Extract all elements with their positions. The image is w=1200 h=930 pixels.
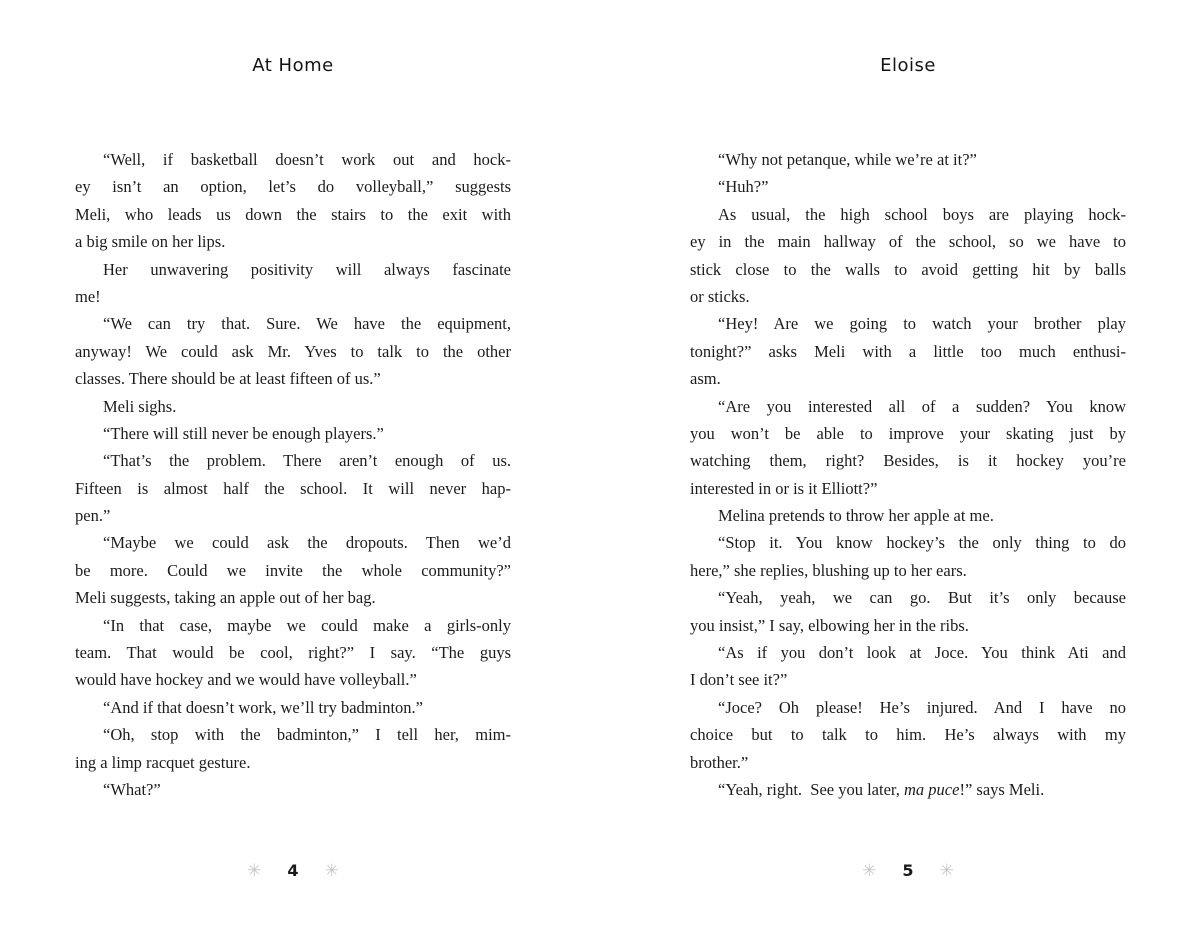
text-line: pen.” <box>75 506 111 526</box>
text-line: Melina pretends to throw her apple at me. <box>718 506 994 526</box>
text-line: me! <box>75 286 101 306</box>
page-number-left: 4 <box>287 861 299 880</box>
text-line: “In that case, maybe we could make a girls-only <box>103 615 511 635</box>
text-line: As usual, the high school boys are playing hock- <box>718 204 1126 224</box>
text-line: brother.” <box>690 752 749 772</box>
text-line: tonight?” asks Meli with a little too much enthusi- <box>690 341 1126 361</box>
text-line: “Hey! Are we going to watch your brother play <box>718 314 1126 334</box>
snowflake-icon: ✳ <box>939 860 954 881</box>
text-line: Fifteen is almost half the school. It will never hap- <box>75 478 511 498</box>
text-line: team. That would be cool, right?” I say. “The guys <box>75 643 511 663</box>
text-line: you won’t be able to improve your skating just by <box>690 423 1126 443</box>
right-page <box>690 0 1126 930</box>
text-line: Meli sighs. <box>103 396 177 416</box>
text-line: “Yeah, right. See you later, ma puce!” says Meli. <box>718 779 1045 799</box>
text-line: “Oh, stop with the badminton,” I tell her, mim- <box>103 725 511 745</box>
text-line: “And if that doesn’t work, we’ll try badminton.” <box>103 697 424 717</box>
text-line: asm. <box>690 369 721 389</box>
text-line: anyway! We could ask Mr. Yves to talk to the other <box>75 341 511 361</box>
right-page-footer <box>690 855 1126 887</box>
text-line: “Yeah, yeah, we can go. But it’s only because <box>718 588 1126 608</box>
text-line: here,” she replies, blushing up to her ears. <box>690 560 967 580</box>
text-line: “Why not petanque, while we’re at it?” <box>718 150 977 169</box>
page-number-right: 5 <box>902 861 914 880</box>
left-page-footer <box>75 855 511 887</box>
text-line: or sticks. <box>690 286 750 306</box>
text-line: “Stop it. You know hockey’s the only thing to do <box>718 533 1126 553</box>
text-line: “Joce? Oh please! He’s injured. And I have no <box>718 697 1126 717</box>
right-page-body <box>690 146 1126 803</box>
snowflake-icon: ✳ <box>324 860 339 881</box>
snowflake-icon: ✳ <box>862 860 877 881</box>
text-line: you insist,” I say, elbowing her in the ribs. <box>690 615 969 635</box>
text-line: Her unwavering positivity will always fascinate <box>103 259 511 279</box>
text-line: watching them, right? Besides, is it hockey you’re <box>690 451 1126 471</box>
snowflake-icon: ✳ <box>247 860 262 881</box>
left-page-body <box>75 146 511 803</box>
text-line: would have hockey and we would have volleyball.” <box>75 670 417 690</box>
text-line: a big smile on her lips. <box>75 232 226 252</box>
running-head-right: Eloise <box>880 55 936 76</box>
text-line: “Are you interested all of a sudden? You know <box>718 396 1126 416</box>
text-line: “Huh?” <box>718 177 769 197</box>
text-line: Meli suggests, taking an apple out of her bag. <box>75 588 376 608</box>
running-head-left: At Home <box>252 55 334 76</box>
text-line: “Well, if basketball doesn’t work out and hock- <box>103 150 511 169</box>
text-line: “Maybe we could ask the dropouts. Then we’d <box>103 533 511 553</box>
text-line: classes. There should be at least fifteen of us.” <box>75 369 381 389</box>
text-line: “We can try that. Sure. We have the equipment, <box>103 314 511 334</box>
text-line: I don’t see it?” <box>690 670 788 690</box>
text-line: interested in or is it Elliott?” <box>690 478 878 498</box>
left-page <box>75 0 511 930</box>
text-line: ing a limp racquet gesture. <box>75 752 251 772</box>
text-line: “As if you don’t look at Joce. You think Ati and <box>718 643 1126 663</box>
text-line: ey isn’t an option, let’s do volleyball,” suggests <box>75 177 511 197</box>
text-line: stick close to the walls to avoid getting hit by balls <box>690 259 1126 279</box>
text-line: ey in the main hallway of the school, so we have to <box>690 232 1126 252</box>
text-line: “That’s the problem. There aren’t enough of us. <box>103 451 511 471</box>
text-line: Meli, who leads us down the stairs to the exit with <box>75 204 511 224</box>
text-line: be more. Could we invite the whole community?” <box>75 560 511 580</box>
text-line: choice but to talk to him. He’s always with my <box>690 725 1126 745</box>
text-line: “There will still never be enough players.” <box>103 423 384 443</box>
text-line: “What?” <box>103 779 161 799</box>
